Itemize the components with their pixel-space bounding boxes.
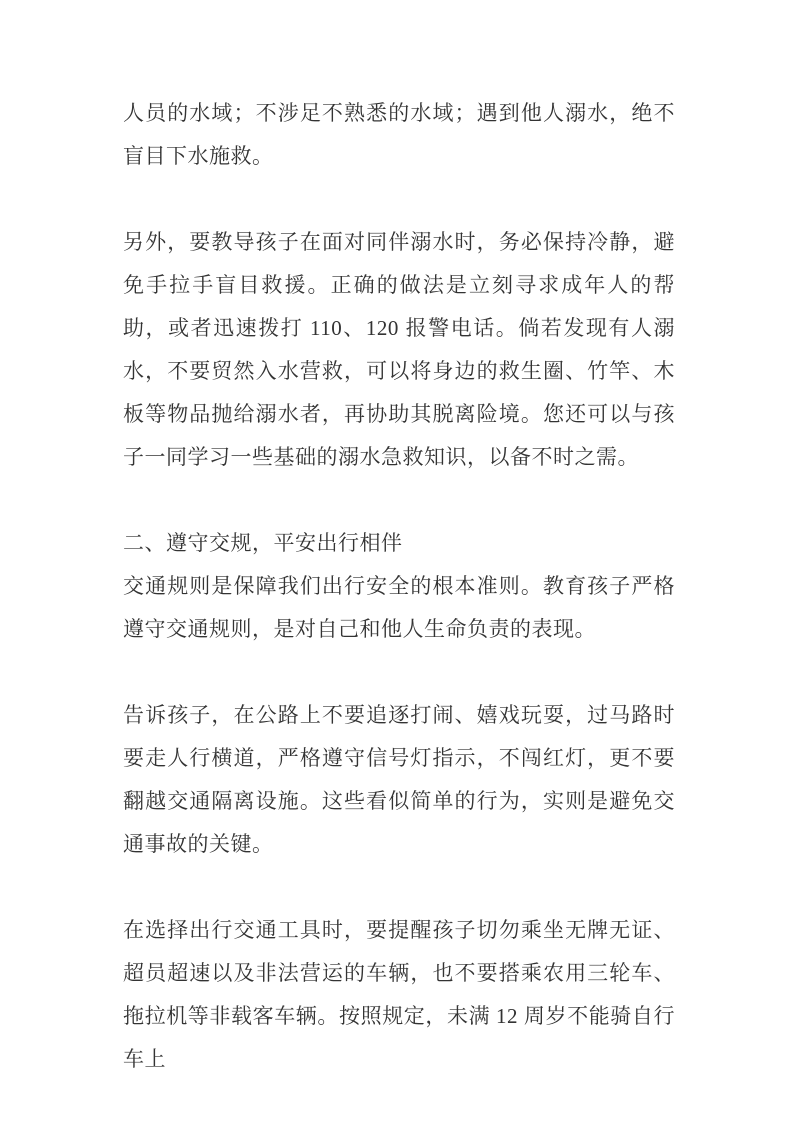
paragraph-peer-drowning-rescue-advice: 另外，要教导孩子在面对同伴溺水时，务必保持冷静，避免手拉手盲目救援。正确的做法是立刻寻求成年人的帮助，或者迅速拨打 110、120 报警电话。倘若发现有人溺水，不要贸然入水营救，可以将身边的救生圈、竹竿、木板等物品抛给溺水者，再协助其脱离险境。您还可以与孩子一同学习一些基础的溺水急救知识，以备不时之需。 <box>123 230 675 469</box>
section-heading-traffic-rules: 二、遵守交规，平安出行相伴 <box>123 531 403 555</box>
paragraph-traffic-rules-intro: 交通规则是保障我们出行安全的根本准则。教育孩子严格遵守交通规则，是对自己和他人生命负责的表现。 <box>123 574 675 641</box>
paragraph-transport-choice-advice: 在选择出行交通工具时，要提醒孩子切勿乘坐无牌无证、超员超速以及非法营运的车辆，也不要搭乘农用三轮车、拖拉机等非载客车辆。按照规定，未满 12 周岁不能骑自行车上 <box>123 918 675 1071</box>
paragraph-road-behavior-advice: 告诉孩子，在公路上不要追逐打闹、嬉戏玩耍，过马路时要走人行横道，严格遵守信号灯指示，不闯红灯，更不要翻越交通隔离设施。这些看似简单的行为，实则是避免交通事故的关键。 <box>123 703 675 856</box>
paragraph-drowning-rules-continuation: 人员的水域；不涉足不熟悉的水域；遇到他人溺水，绝不盲目下水施救。 <box>123 101 675 168</box>
